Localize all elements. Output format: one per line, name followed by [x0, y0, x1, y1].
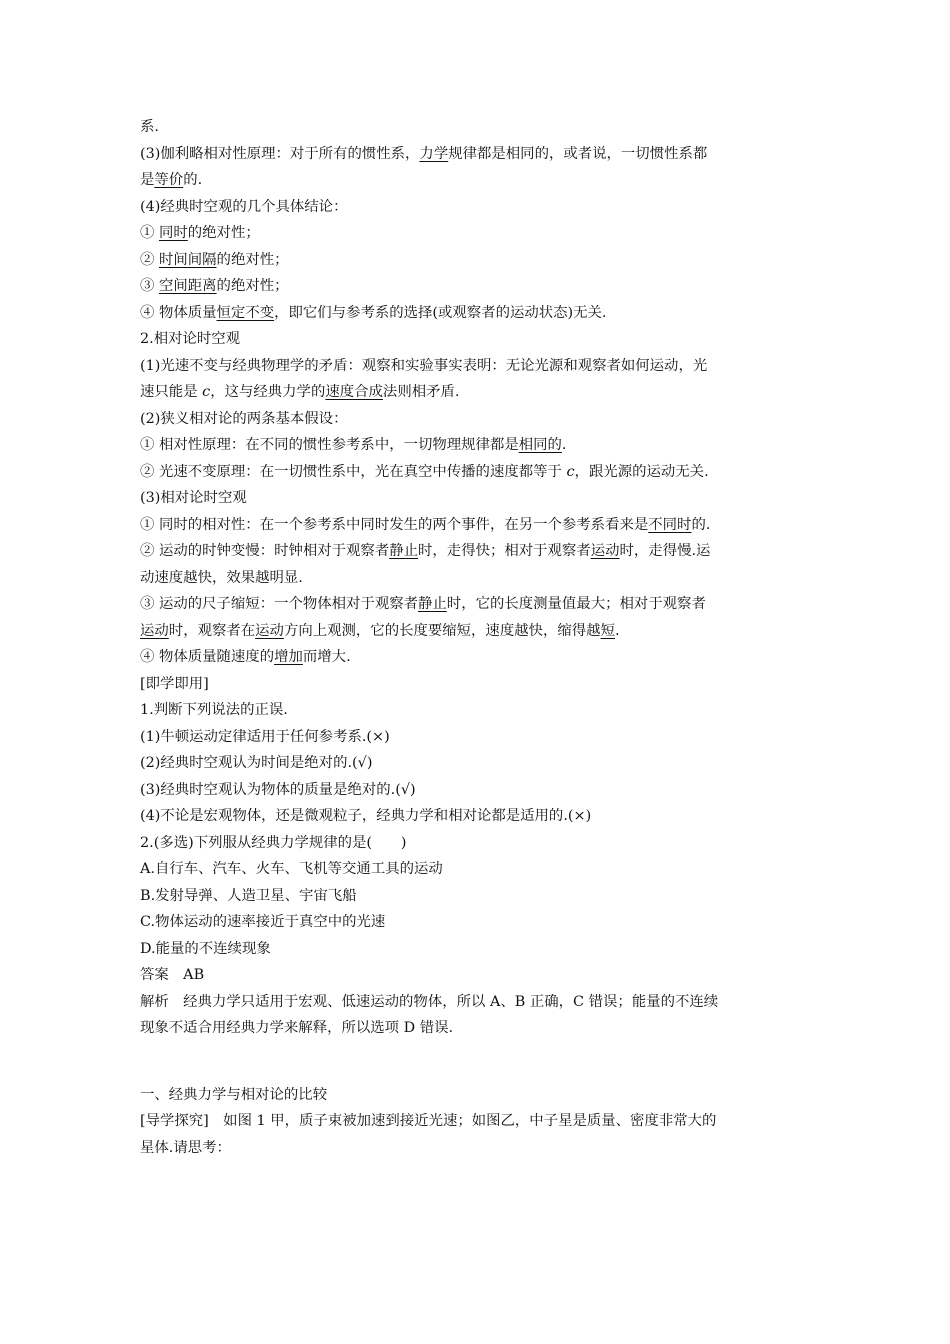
text-line	[140, 432, 815, 459]
text-segment: 系.	[140, 119, 159, 135]
text-segment: B.发射导弹、人造卫星、宇宙飞船	[140, 887, 357, 904]
text-segment: ③ 运动的尺子缩短：一个物体相对于观察者	[140, 596, 418, 612]
text-segment: [即学即用]	[140, 675, 209, 692]
text-segment: 时，走得慢.运	[619, 543, 711, 559]
text-line	[140, 459, 815, 486]
section-gap	[140, 1042, 815, 1082]
text-line	[140, 141, 815, 168]
text-segment: ④ 物体质量	[140, 304, 217, 321]
text-segment: 法则相矛盾.	[382, 384, 460, 400]
text-line	[140, 194, 815, 221]
text-segment: [导学探究] 如图 1 甲，质子束被加速到接近光速；如图乙，中子星是质量、密度非常大的	[140, 1113, 717, 1129]
text-line	[140, 644, 815, 671]
text-segment: D.能量的不连续现象	[140, 940, 271, 957]
text-line	[140, 591, 815, 618]
text-line	[140, 326, 815, 353]
text-segment: .	[561, 437, 567, 453]
text-line	[140, 167, 815, 194]
text-segment: ②	[140, 251, 159, 268]
fill-in-answer: 时间间隔	[158, 251, 217, 268]
text-segment: 时，走得快；相对于观察者	[418, 543, 591, 559]
text-line	[140, 379, 815, 406]
text-segment: ①	[140, 225, 159, 241]
fill-in-answer: 相同的	[518, 437, 562, 453]
text-segment: A.自行车、汽车、火车、飞机等交通工具的运动	[140, 861, 443, 877]
text-segment: (2)狭义相对论的两条基本假设：	[140, 410, 348, 427]
text-line	[140, 406, 815, 433]
text-segment: 而增大.	[302, 649, 351, 665]
text-segment: 是	[140, 172, 155, 188]
text-line	[140, 750, 815, 777]
text-segment: ，跟光源的运动无关.	[574, 463, 709, 480]
text-segment: (1)光速不变与经典物理学的矛盾：观察和实验事实表明：无论光源和观察者如何运动，光	[140, 357, 708, 374]
text-segment: ，这与经典力学的	[210, 384, 326, 400]
text-segment: C.物体运动的速率接近于真空中的光速	[140, 914, 386, 930]
text-segment: 答案 AB	[140, 967, 205, 983]
text-line	[140, 909, 815, 936]
text-segment: 的绝对性；	[216, 251, 289, 268]
text-segment: 现象不适合用经典力学来解释，所以选项 D 错误.	[140, 1020, 454, 1036]
text-segment: 的.	[183, 172, 203, 188]
fill-in-answer: 恒定不变	[216, 304, 275, 321]
text-line	[140, 856, 815, 883]
fill-in-answer: 运动	[590, 543, 620, 559]
text-line	[140, 1082, 815, 1109]
text-line	[140, 671, 815, 698]
text-segment: (3)相对论时空观	[140, 490, 247, 506]
text-segment: 的绝对性；	[187, 225, 260, 241]
text-segment: 速只能是	[140, 384, 203, 400]
text-segment: 时，它的长度测量值最大；相对于观察者	[446, 596, 706, 612]
text-segment: ① 相对性原理：在不同的惯性参考系中，一切物理规律都是	[140, 437, 519, 453]
text-line	[140, 114, 815, 141]
text-segment: 的.	[691, 516, 711, 533]
text-segment: (4)经典时空观的几个具体结论：	[140, 198, 348, 215]
text-line	[140, 353, 815, 380]
math-variable: c	[202, 384, 211, 400]
text-line	[140, 883, 815, 910]
text-segment: ② 光速不变原理：在一切惯性系中，光在真空中传播的速度都等于	[140, 463, 567, 480]
text-segment: 规律都是相同的，或者说，一切惯性系都	[448, 145, 708, 162]
text-segment: (3)经典时空观认为物体的质量是绝对的.(√)	[140, 781, 416, 798]
text-line	[140, 1135, 815, 1162]
text-line	[140, 565, 815, 592]
text-segment: ③	[140, 278, 159, 294]
fill-in-answer: 速度合成	[325, 384, 383, 400]
text-line	[140, 485, 815, 512]
text-line	[140, 512, 815, 539]
text-line	[140, 1015, 815, 1042]
text-segment: ，即它们与参考系的选择(或观察者的运动状态)无关.	[274, 304, 607, 321]
text-line	[140, 618, 815, 645]
text-segment: 动速度越快，效果越明显.	[140, 569, 303, 586]
text-segment: 的绝对性；	[216, 278, 289, 294]
text-line	[140, 220, 815, 247]
text-line	[140, 538, 815, 565]
text-line	[140, 803, 815, 830]
text-segment: 时，观察者在	[168, 622, 256, 639]
text-segment: 1.判断下列说法的正误.	[140, 702, 288, 718]
fill-in-answer: 力学	[419, 145, 449, 162]
fill-in-answer: 不同时	[648, 516, 692, 533]
text-segment: (3)伽利略相对性原理：对于所有的惯性系，	[140, 145, 420, 162]
fill-in-answer: 同时	[158, 225, 188, 241]
text-segment: (2)经典时空观认为时间是绝对的.(√)	[140, 755, 373, 771]
text-segment: 星体.请思考：	[140, 1139, 231, 1156]
text-line	[140, 247, 815, 274]
fill-in-answer: 运动	[140, 622, 169, 639]
text-line	[140, 273, 815, 300]
text-segment: .	[614, 622, 620, 639]
text-segment: (1)牛顿运动定律适用于任何参考系.(×)	[140, 728, 390, 745]
fill-in-answer: 短	[600, 622, 615, 639]
text-line	[140, 962, 815, 989]
text-segment: 2.(多选)下列服从经典力学规律的是( )	[140, 834, 407, 851]
document-body	[140, 114, 815, 1161]
fill-in-answer: 等价	[154, 172, 184, 188]
text-segment: 2.相对论时空观	[140, 331, 241, 347]
text-segment: ④ 物体质量随速度的	[140, 649, 275, 665]
math-variable: c	[566, 463, 575, 480]
fill-in-answer: 静止	[389, 543, 419, 559]
text-line	[140, 936, 815, 963]
text-line	[140, 989, 815, 1016]
text-segment: (4)不论是宏观物体，还是微观粒子，经典力学和相对论都是适用的.(×)	[140, 808, 592, 824]
text-line	[140, 300, 815, 327]
text-segment: ② 运动的时钟变慢：时钟相对于观察者	[140, 543, 390, 559]
text-line	[140, 697, 815, 724]
text-line	[140, 1108, 815, 1135]
fill-in-answer: 空间距离	[158, 278, 217, 294]
text-line	[140, 724, 815, 751]
text-segment: 方向上观测，它的长度要缩短，速度越快，缩得越	[283, 622, 601, 639]
text-segment: 解析 经典力学只适用于宏观、低速运动的物体，所以 A、B 正确，C 错误；能量的不连续	[140, 993, 719, 1010]
fill-in-answer: 静止	[418, 596, 447, 612]
fill-in-answer: 增加	[274, 649, 303, 665]
text-segment: 一、经典力学与相对论的比较	[140, 1086, 328, 1103]
fill-in-answer: 运动	[255, 622, 284, 639]
text-line	[140, 830, 815, 857]
text-segment: ① 同时的相对性：在一个参考系中同时发生的两个事件，在另一个参考系看来是	[140, 516, 649, 533]
text-line	[140, 777, 815, 804]
